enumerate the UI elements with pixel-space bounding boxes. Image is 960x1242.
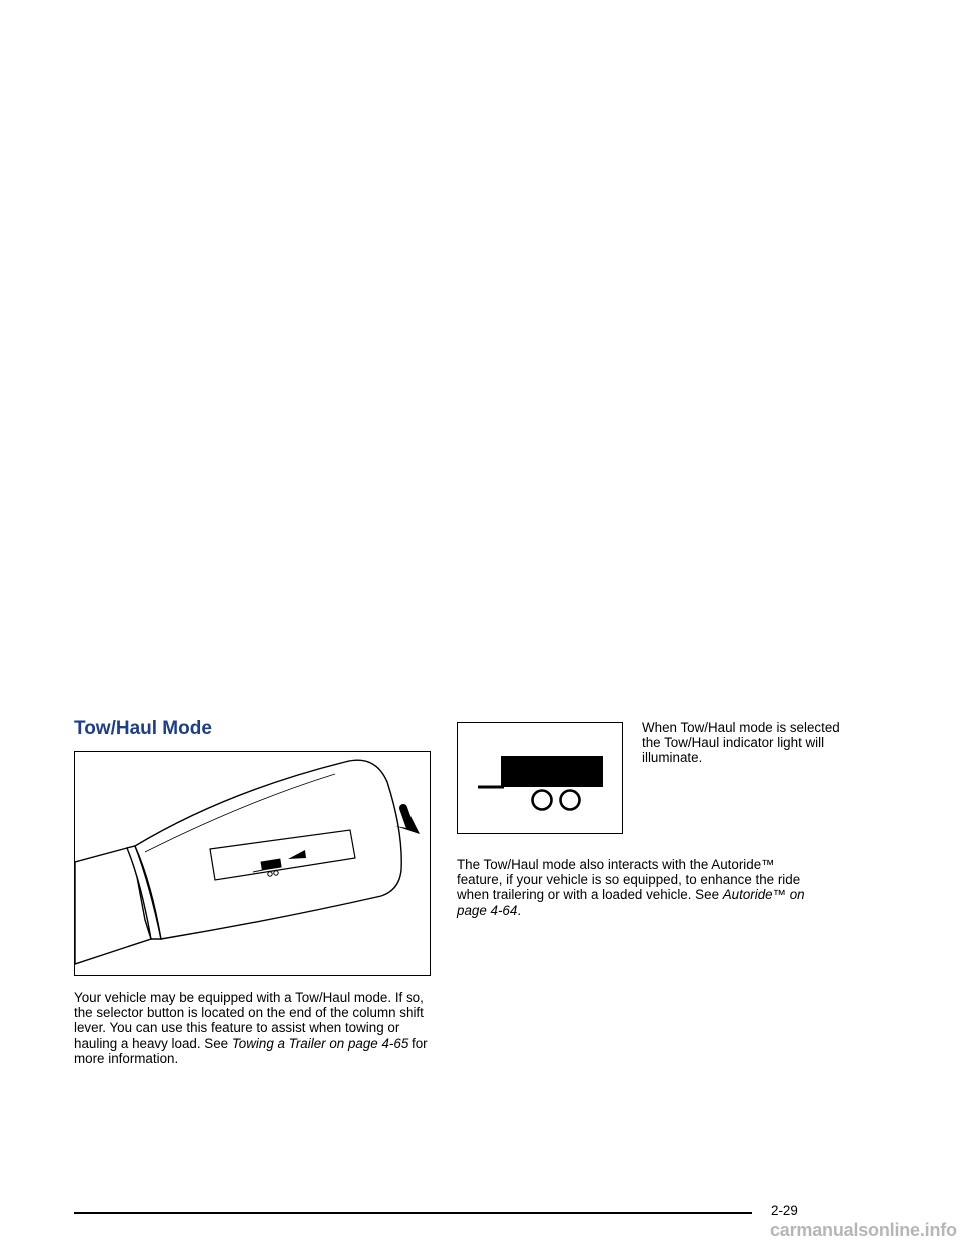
footer-rule (74, 1212, 752, 1214)
paragraph-text: . (517, 902, 522, 918)
page-number: 2-29 (771, 1203, 798, 1218)
column-shift-lever-icon (75, 752, 429, 974)
cross-reference-autoride[interactable]: Autoride™ on page 4-64 (457, 887, 805, 918)
indicator-description: When Tow/Haul mode is selected the Tow/Haul indicator light will illuminate. (642, 720, 840, 766)
paragraph-text: Your vehicle may be equipped with a Tow/Haul mode. If so, the selector button is located on the end of the column shift lever. You can use this feature to assist when towing or hauling a heavy load. See (74, 990, 424, 1051)
trailer-icon (458, 723, 621, 832)
cross-reference-towing[interactable]: Towing a Trailer on page 4-65 (231, 1035, 409, 1051)
section-title: Tow/Haul Mode (74, 718, 212, 739)
paragraph-text: The Tow/Haul mode also interacts with the Autoride™ feature, if your vehicle is so equipped, to enhance the ride when trailering or with a loaded vehicle. See (457, 857, 801, 903)
tow-haul-description (74, 990, 436, 1066)
paragraph-text: for more information. (74, 1035, 428, 1066)
tow-haul-indicator-illustration (457, 722, 623, 834)
watermark: carmanualsonline.info (770, 1220, 957, 1240)
autoride-description (457, 857, 819, 918)
shift-lever-illustration (74, 751, 431, 976)
